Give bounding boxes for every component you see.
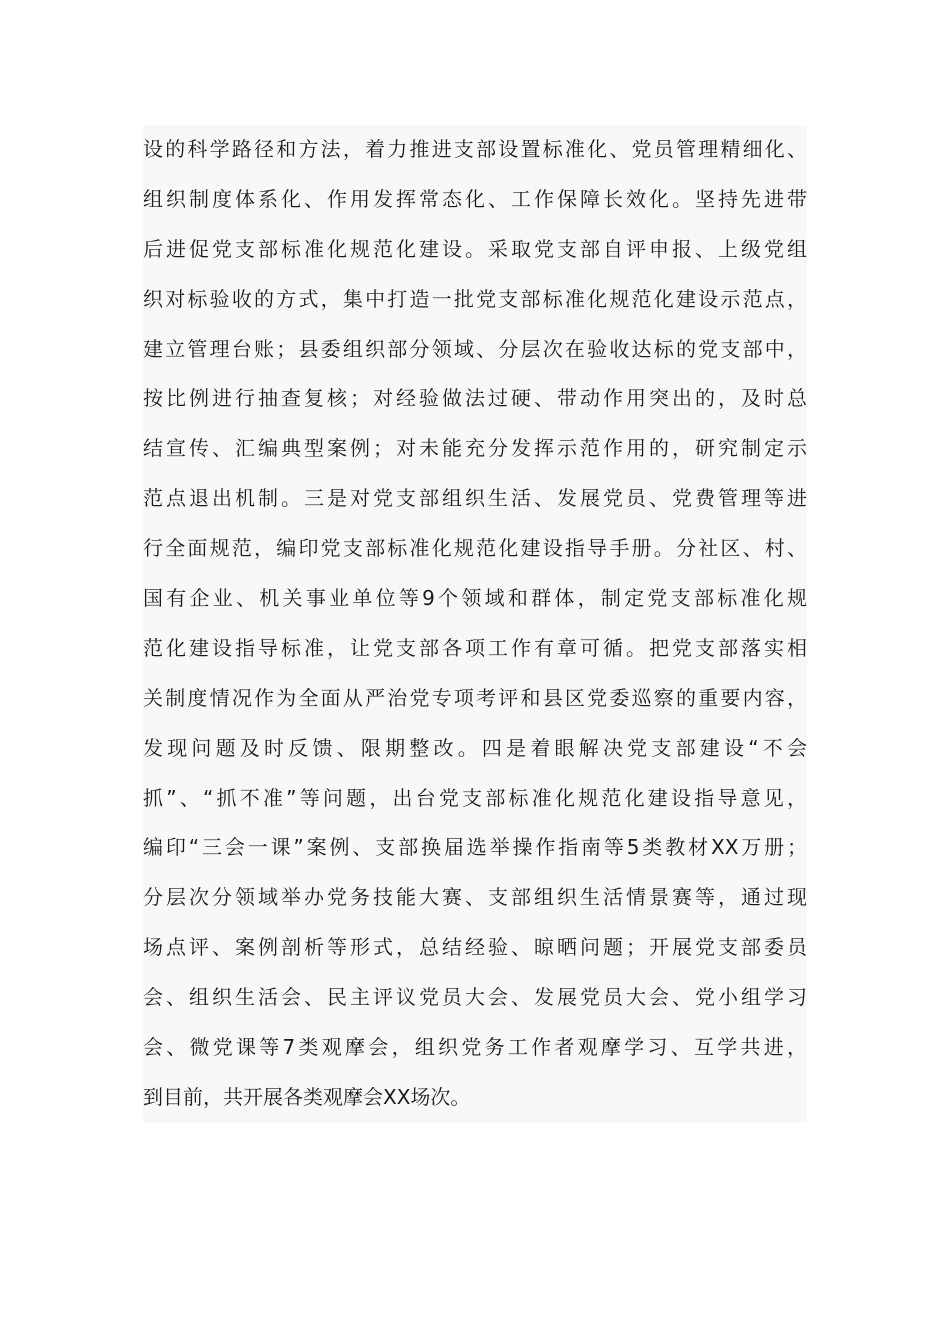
text-line-15: 编印“三会一课”案例、支部换届选举操作指南等5类教材XX万册；	[143, 835, 807, 860]
text-line-14: 抓”、“抓不准”等问题，出台党支部标准化规范化建设指导意见，	[143, 785, 807, 810]
text-line-12: 关制度情况作为全面从严治党专项考评和县区党委巡察的重要内容，	[143, 685, 807, 710]
body-paragraph	[143, 125, 807, 1123]
text-line-20: 到目前，共开展各类观摩会XX场次。	[143, 1084, 471, 1109]
text-line-18: 会、组织生活会、民主评议党员大会、发展党员大会、党小组学习	[143, 985, 807, 1010]
text-line-19: 会、微党课等7类观摩会，组织党务工作者观摩学习、互学共进，	[143, 1035, 807, 1060]
text-line-16: 分层次分领域举办党务技能大赛、支部组织生活情景赛等，通过现	[143, 885, 807, 910]
text-line-2: 组织制度体系化、作用发挥常态化、工作保障长效化。坚持先进带	[143, 186, 807, 211]
text-line-4: 织对标验收的方式，集中打造一批党支部标准化规范化建设示范点，	[143, 286, 807, 311]
text-line-8: 范点退出机制。三是对党支部组织生活、发展党员、党费管理等进	[143, 486, 807, 511]
text-line-7: 结宣传、汇编典型案例；对未能充分发挥示范作用的，研究制定示	[143, 436, 807, 461]
text-line-3: 后进促党支部标准化规范化建设。采取党支部自评申报、上级党组	[143, 236, 807, 261]
text-line-17: 场点评、案例剖析等形式，总结经验、晾晒问题；开展党支部委员	[143, 935, 807, 960]
text-line-1: 设的科学路径和方法，着力推进支部设置标准化、党员管理精细化、	[143, 137, 807, 161]
text-line-10: 国有企业、机关事业单位等9个领域和群体，制定党支部标准化规	[143, 586, 807, 611]
text-line-11: 范化建设指导标准，让党支部各项工作有章可循。把党支部落实相	[143, 635, 807, 660]
text-line-6: 按比例进行抽查复核；对经验做法过硬、带动作用突出的，及时总	[143, 386, 807, 411]
text-line-5: 建立管理台账；县委组织部分领域、分层次在验收达标的党支部中，	[143, 336, 807, 361]
text-line-13: 发现问题及时反馈、限期整改。四是着眼解决党支部建设“不会	[143, 735, 807, 760]
text-line-9: 行全面规范，编印党支部标准化规范化建设指导手册。分社区、村、	[143, 536, 807, 561]
